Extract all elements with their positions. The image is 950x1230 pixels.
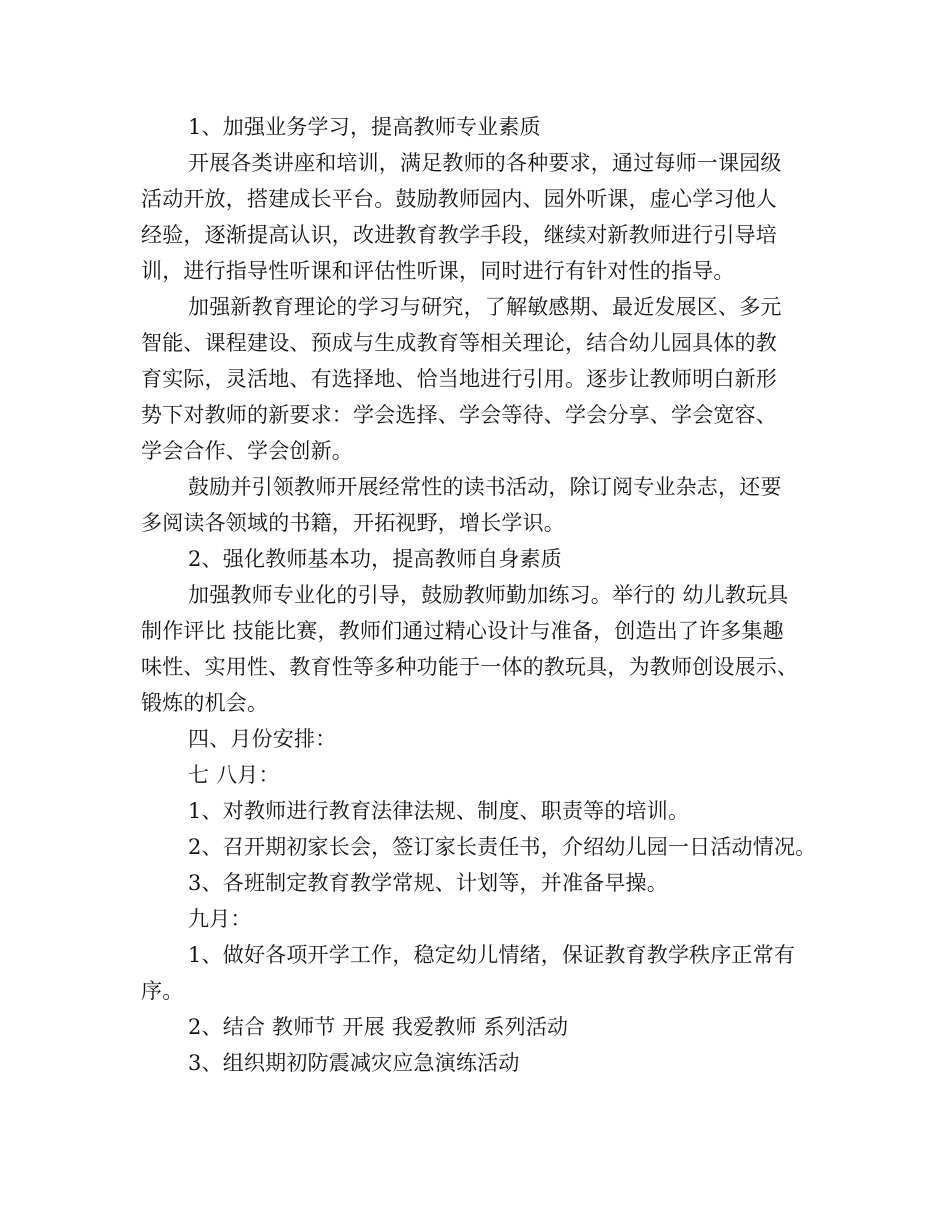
list-item: 2、召开期初家长会，签订家长责任书，介绍幼儿园一日活动情况。 <box>188 835 817 859</box>
list-item: 2、结合 教师节 开展 我爱教师 系列活动 <box>188 1015 569 1039</box>
heading-line: 1、加强业务学习，提高教师专业素质 <box>188 115 541 139</box>
list-item: 序。 <box>141 979 184 1003</box>
paragraph-line: 训，进行指导性听课和评估性听课，同时进行有针对性的指导。 <box>141 259 735 283</box>
paragraph-line: 加强新教育理论的学习与研究，了解敏感期、最近发展区、多元 <box>188 295 782 319</box>
month-heading: 九月： <box>188 907 252 931</box>
paragraph-line: 育实际，灵活地、有选择地、恰当地进行引用。逐步让教师明白新形 <box>141 367 777 391</box>
month-heading: 七 八月： <box>188 763 280 787</box>
section-heading: 四、月份安排： <box>188 727 337 751</box>
paragraph-line: 开展各类讲座和培训，满足教师的各种要求，通过每师一课园级 <box>188 151 782 175</box>
paragraph-line: 多阅读各领域的书籍，开拓视野，增长学识。 <box>141 511 565 535</box>
list-item: 1、做好各项开学工作，稳定幼儿情绪，保证教育教学秩序正常有 <box>188 943 796 967</box>
paragraph-line: 鼓励并引领教师开展经常性的读书活动，除订阅专业杂志，还要 <box>188 475 782 499</box>
heading-line: 2、强化教师基本功，提高教师自身素质 <box>188 547 562 571</box>
paragraph-line: 学会合作、学会创新。 <box>141 439 353 463</box>
paragraph-line: 经验，逐渐提高认识，改进教育教学手段，继续对新教师进行引导培 <box>141 223 777 247</box>
paragraph-line: 锻炼的机会。 <box>141 691 269 715</box>
paragraph-line: 活动开放，搭建成长平台。鼓励教师园内、园外听课，虚心学习他人 <box>141 187 777 211</box>
list-item: 1、对教师进行教育法律法规、制度、职责等的培训。 <box>188 799 690 823</box>
paragraph-line: 加强教师专业化的引导，鼓励教师勤加练习。举行的 幼儿教玩具 <box>188 583 789 607</box>
paragraph-line: 制作评比 技能比赛，教师们通过精心设计与准备，创造出了许多集趣 <box>141 619 784 643</box>
paragraph-line: 势下对教师的新要求：学会选择、学会等待、学会分享、学会宽容、 <box>141 403 777 427</box>
list-item: 3、各班制定教育教学常规、计划等，并准备早操。 <box>188 871 668 895</box>
list-item: 3、组织期初防震减灾应急演练活动 <box>188 1051 520 1075</box>
paragraph-line: 味性、实用性、教育性等多种功能于一体的教玩具，为教师创设展示、 <box>141 655 799 679</box>
paragraph-line: 智能、课程建设、预成与生成教育等相关理论，结合幼儿园具体的教 <box>141 331 777 355</box>
